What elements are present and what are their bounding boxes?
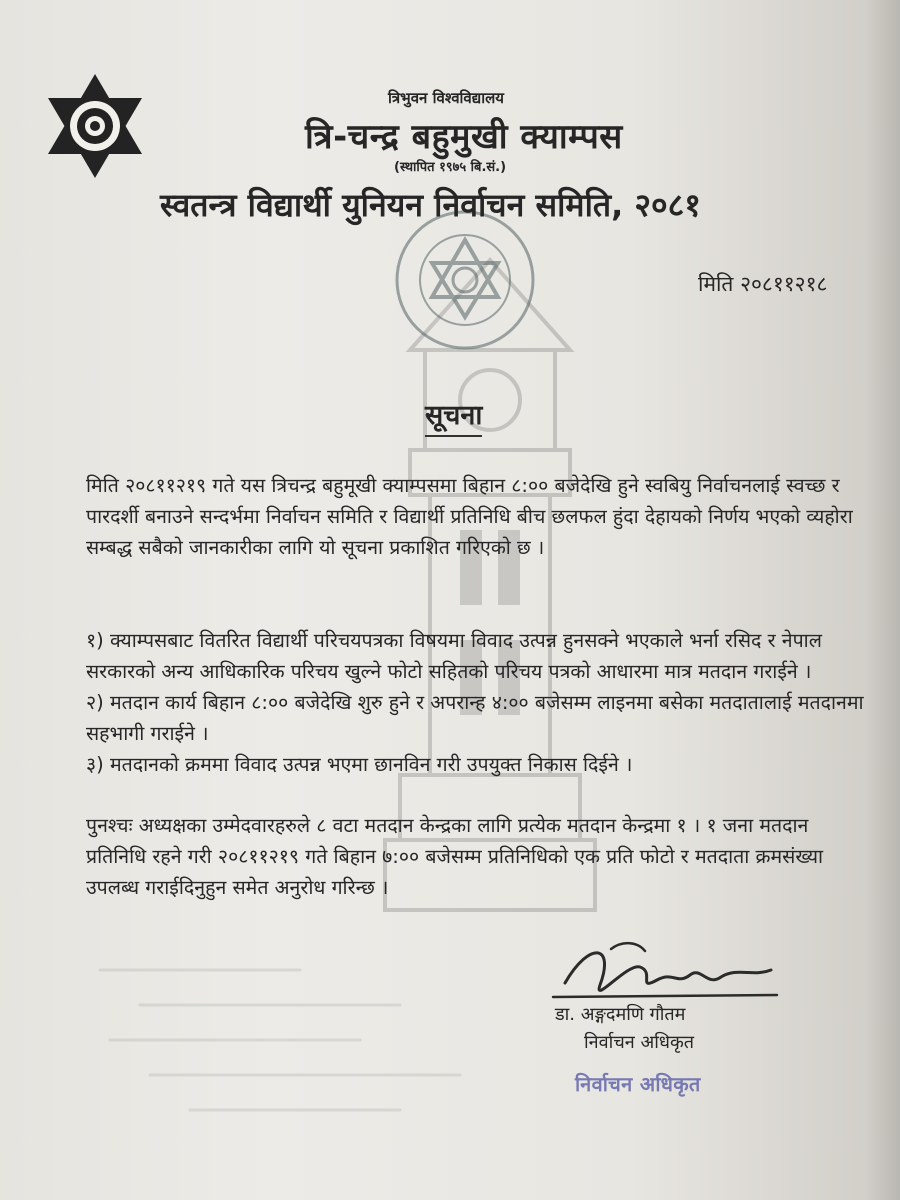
decision-item-1: १) क्याम्पसबाट वितरित विद्यार्थी परिचयपत्रका विषयमा विवाद उत्पन्न हुनसक्ने भएकाले भर्ना रसिद र नेपाल सरकारको अन्य आधिकारिक परिचय खुल्ने फोटो सहितको परिचय पत्रको आधारमा मात्र मतदान गराईने । (86, 629, 822, 683)
page-shadow (866, 0, 900, 1200)
election-officer-stamp-text: निर्वाचन अधिकृत (575, 1072, 701, 1096)
notice-heading: सूचना (425, 395, 482, 432)
decision-item-2: २) मतदान कार्य बिहान ८:०० बजेदेखि शुरु हुने र अपरान्ह ४:०० बजेसम्म लाइनमा बसेका मतदातालाई मतदानमा सहभागी गराईने । (86, 691, 864, 745)
decision-item-3: ३) मतदानको क्रममा विवाद उत्पन्न भएमा छानविन गरी उपयुक्त निकास दिईने । (86, 753, 633, 776)
postscript: पुनश्चः अध्यक्षका उम्मेदवारहरुले ८ वटा मतदान केन्द्रका लागि प्रत्येक मतदान केन्द्रमा १ । १ जना मतदान प्रतिनिधि रहने गरी २०८११२१९ गते बिहान ७:०० बजेसम्म प्रतिनिधिको एक प्रति फोटो र मतदाता क्रमसंख्या उपलब्ध गराईदिनुहुन समेत अनुरोध गरिन्छ । (86, 814, 824, 899)
college-stamp (390, 205, 540, 355)
campus-name: त्रि-चन्द्र बहुमुखी क्याम्पस (305, 117, 623, 157)
faded-background-text (70, 950, 500, 1130)
signatory-title: निर्वाचन अधिकृत (584, 1032, 695, 1053)
decision-list (86, 625, 866, 780)
notice-date: मिति २०८११२१८ (698, 272, 828, 296)
signatory-name: डा. अङ्गदमणि गौतम (555, 1004, 686, 1025)
notice-intro: मिति २०८११२१९ गते यस त्रिचन्द्र बहुमूखी क्याम्पसमा बिहान ८:०० बजेदेखि हुने स्वबियु निर्वाचनलाई स्वच्छ र पारदर्शी बनाउने सन्दर्भमा निर्वाचन समिति र विद्यार्थी प्रतिनिधि बीच छलफल हुंदा देहायको निर्णय भएको व्यहोरा सम्बद्ध सबैको जानकारीका लागि यो सूचना प्रकाशित गरिएको छ । (86, 474, 853, 559)
established-year: (स्थापित १९७५ बि.सं.) (394, 160, 507, 175)
committee-title: स्वतन्त्र विद्यार्थी युनियन निर्वाचन समिति, २०८१ (160, 186, 701, 224)
university-logo (40, 70, 150, 182)
university-name: त्रिभुवन विश्वविद्यालय (388, 89, 504, 107)
